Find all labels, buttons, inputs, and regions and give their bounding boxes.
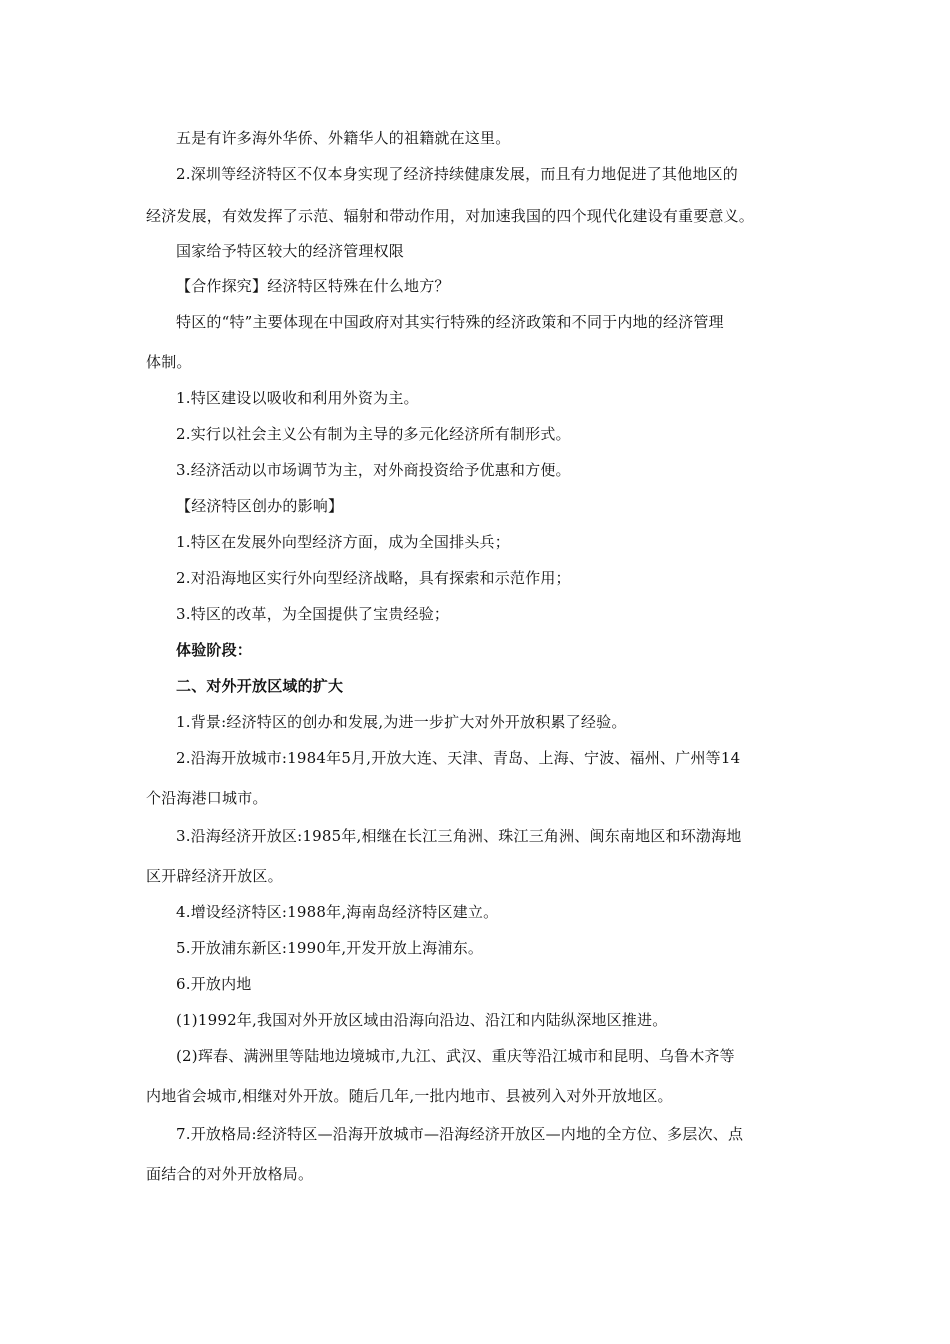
paragraph-line: 特区的“特”主要体现在中国政府对其实行特殊的经济政策和不同于内地的经济管理 [176, 313, 724, 331]
section-heading: 【经济特区创办的影响】 [176, 497, 344, 515]
paragraph-line: 经济发展，有效发挥了示范、辐射和带动作用，对加速我国的四个现代化建设有重要意义。 [146, 207, 755, 225]
list-item: 1.特区在发展外向型经济方面，成为全国排头兵； [176, 533, 510, 551]
list-item: 2.沿海开放城市:1984年5月,开放大连、天津、青岛、上海、宁波、福州、广州等14 [176, 749, 741, 767]
paragraph-line: 国家给予特区较大的经济管理权限 [176, 242, 405, 260]
paragraph-line: 内地省会城市,相继对外开放。随后几年,一批内地市、县被列入对外开放地区。 [146, 1087, 673, 1105]
list-item: 6.开放内地 [176, 975, 252, 993]
paragraph-line: 面结合的对外开放格局。 [146, 1165, 314, 1183]
list-item: 7.开放格局:经济特区—沿海开放城市—沿海经济开放区—内地的全方位、多层次、点 [176, 1125, 744, 1143]
list-item: 1.背景:经济特区的创办和发展,为进一步扩大对外开放积累了经验。 [176, 713, 627, 731]
paragraph-line: 2.深圳等经济特区不仅本身实现了经济持续健康发展，而且有力地促进了其他地区的 [176, 165, 738, 183]
list-item: 1.特区建设以吸收和利用外资为主。 [176, 389, 419, 407]
section-title: 二、对外开放区域的扩大 [176, 677, 344, 695]
paragraph-line: 五是有许多海外华侨、外籍华人的祖籍就在这里。 [176, 129, 511, 147]
list-item: 2.实行以社会主义公有制为主导的多元化经济所有制形式。 [176, 425, 571, 443]
sub-list-item: (2)珲春、满洲里等陆地边境城市,九江、武汉、重庆等沿江城市和昆明、乌鲁木齐等 [176, 1047, 735, 1065]
paragraph-line: 体制。 [146, 353, 192, 371]
list-item: 2.对沿海地区实行外向型经济战略，具有探索和示范作用； [176, 569, 571, 587]
list-item: 4.增设经济特区:1988年,海南岛经济特区建立。 [176, 903, 499, 921]
list-item: 5.开放浦东新区:1990年,开发开放上海浦东。 [176, 939, 484, 957]
stage-heading: 体验阶段： [176, 641, 253, 659]
list-item: 3.特区的改革，为全国提供了宝贵经验； [176, 605, 450, 623]
list-item: 3.沿海经济开放区:1985年,相继在长江三角洲、珠江三角洲、闽东南地区和环渤海地 [176, 827, 742, 845]
list-item: 3.经济活动以市场调节为主，对外商投资给予优惠和方便。 [176, 461, 571, 479]
sub-list-item: (1)1992年,我国对外开放区域由沿海向沿边、沿江和内陆纵深地区推进。 [176, 1011, 668, 1029]
paragraph-line: 个沿海港口城市。 [146, 789, 268, 807]
paragraph-line: 区开辟经济开放区。 [146, 867, 283, 885]
section-heading: 【合作探究】经济特区特殊在什么地方？ [176, 277, 450, 295]
